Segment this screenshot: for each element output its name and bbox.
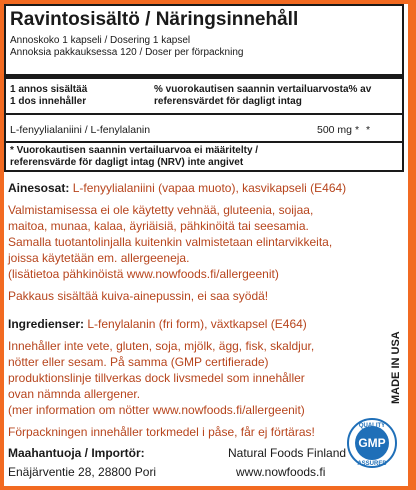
- seal-center-text: GMP: [358, 436, 386, 450]
- swedish-allergen-line: Innehåller inte vete, gluten, soja, mjölk, ägg, fisk, skaldjur,: [8, 339, 315, 353]
- divider: [6, 113, 402, 115]
- ingredient-nrv-mark: *: [366, 124, 371, 136]
- facts-footnote: * Vuorokautisen saannin vertailuarvoa ei määritelty / referensvärde för dagligt intag (NRV) inte angivet: [10, 145, 259, 168]
- importer-address: Enäjärventie 28, 28800 Pori: [8, 465, 157, 479]
- finnish-section: [8, 180, 392, 304]
- finnish-allergen-line: maitoa, munaa, kalaa, äyriäisiä, pähkinöitä tai seesamia.: [8, 219, 309, 233]
- ingredient-name: L-fenyylialaniini / L-fenylalanin: [10, 124, 151, 136]
- gmp-seal-icon: [347, 418, 397, 468]
- reference-value-header: % vuorokautisen saannin vertailuarvosta% av referensvärdet för dagligt intag: [154, 84, 372, 107]
- swedish-section: [8, 316, 392, 440]
- made-in-usa: MADE IN USA: [390, 331, 402, 404]
- swedish-allergen-line: nötter eller sesam. På samma (GMP certifierade): [8, 355, 269, 369]
- facts-title: Ravintosisältö / Näringsinnehåll: [10, 9, 299, 30]
- swedish-package-note: Förpackningen innehåller torkmedel i påse, får ej förtäras!: [8, 425, 315, 439]
- seal-bottom-text: ASSURED: [357, 461, 387, 467]
- servings-per-package: Annoksia pakkauksessa 120 / Doser per förpackning: [10, 47, 244, 58]
- serving-size: Annoskoko 1 kapseli / Dosering 1 kapsel: [10, 35, 191, 46]
- label-panel: [4, 4, 408, 486]
- swedish-ingredients: Ingredienser: L-fenylalanin (fri form), växtkapsel (E464): [8, 317, 307, 331]
- importer-website: www.nowfoods.fi: [236, 465, 326, 479]
- finnish-ingredients: Ainesosat: L-fenyylialaniini (vapaa muoto), kasvikapseli (E464): [8, 181, 347, 195]
- nutrition-facts-box: [4, 4, 404, 172]
- finnish-allergen-line: Samalla tuotantolinjalla kuitenkin valmistetaan elintarvikkeita,: [8, 235, 333, 249]
- swedish-allergen-line: produktionslinje tillverkas dock livsmedel som innehåller: [8, 371, 305, 385]
- finnish-allergen-line: joissa käytetään em. allergeeneja.: [8, 251, 190, 265]
- swedish-allergen-line: ovan nämnda allergener.: [8, 387, 141, 401]
- finnish-allergen-line: Valmistamisessa ei ole käytetty vehnää, gluteenia, soijaa,: [8, 203, 314, 217]
- thick-divider: [6, 74, 402, 79]
- importer-name: Natural Foods Finland: [228, 446, 347, 460]
- serving-info: [10, 35, 243, 59]
- swedish-allergen-line: (mer information om nötter www.nowfoods.fi/allergeenit): [8, 403, 305, 417]
- ingredient-amount: 500 mg *: [317, 124, 360, 136]
- per-dose-header: 1 annos sisältää 1 dos innehåller: [10, 84, 88, 107]
- finnish-allergen-line: (lisätietoa pähkinöistä www.nowfoods.fi/allergeenit): [8, 267, 279, 281]
- finnish-package-note: Pakkaus sisältää kuiva-ainepussin, ei saa syödä!: [8, 289, 269, 303]
- importer-label: Maahantuoja / Importör:: [8, 446, 145, 460]
- seal-top-text: QUALITY: [358, 423, 386, 429]
- divider: [6, 141, 402, 143]
